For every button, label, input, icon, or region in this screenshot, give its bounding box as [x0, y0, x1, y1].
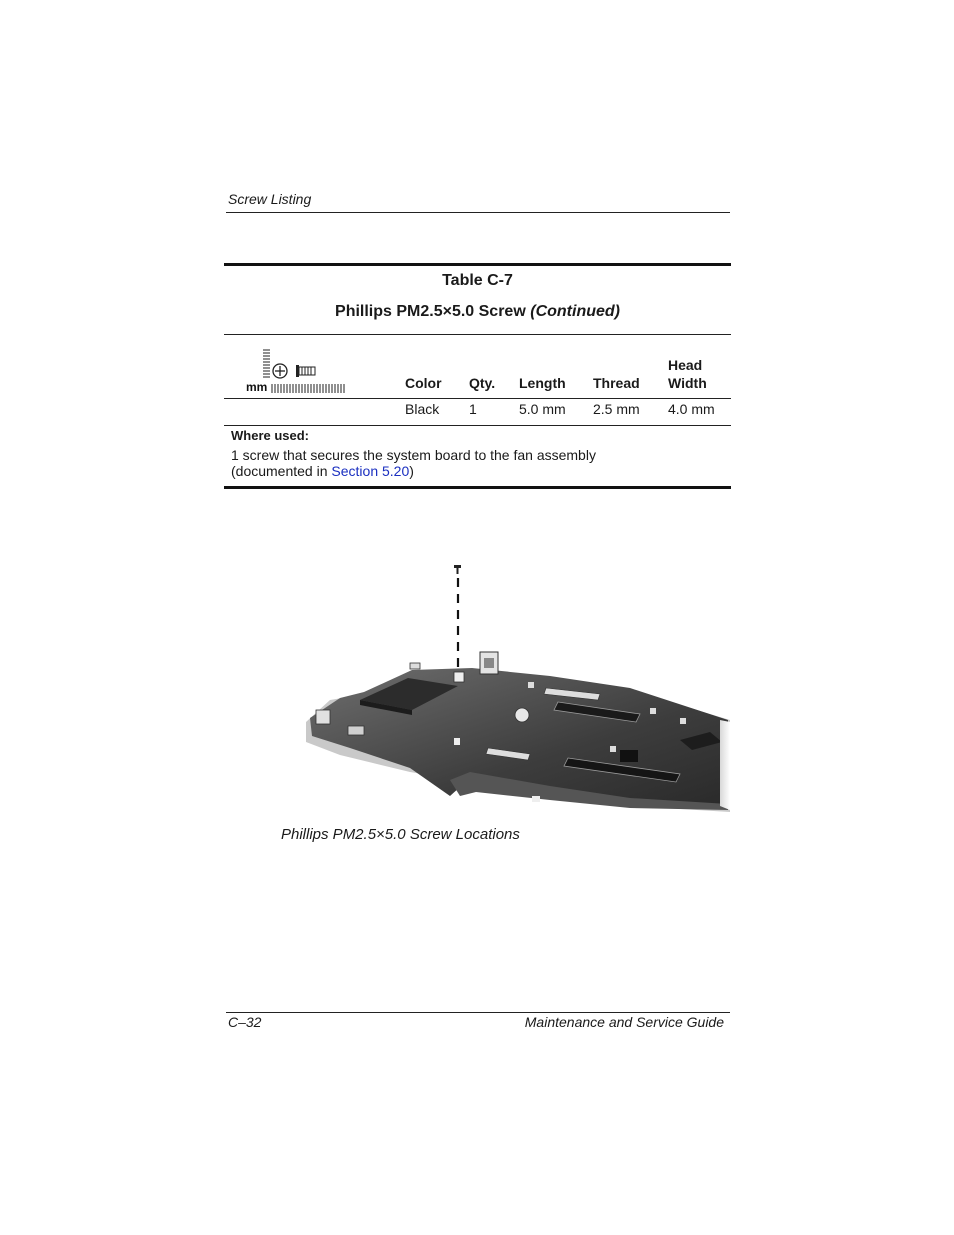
where-used-suffix: ): [409, 463, 414, 479]
table-number: Table C-7: [442, 272, 513, 289]
where-used-prefix: (documented in: [231, 463, 332, 479]
header-rule: [226, 212, 730, 213]
page-number: C–32: [228, 1014, 262, 1030]
col-color: Color: [405, 375, 442, 391]
where-used-text: [231, 447, 651, 479]
table-top-rule: [224, 263, 731, 266]
section-link[interactable]: Section 5.20: [331, 463, 410, 479]
table-row-rule: [224, 425, 731, 426]
footer-rule: [226, 1012, 730, 1013]
running-header: Screw Listing: [228, 191, 312, 207]
figure-caption: Phillips PM2.5×5.0 Screw Locations: [281, 826, 520, 843]
table-title: [224, 303, 731, 321]
cell-length: 5.0 mm: [519, 401, 566, 417]
col-qty: Qty.: [469, 375, 496, 391]
cell-head-width: 4.0 mm: [668, 401, 715, 417]
table-title-text: Phillips PM2.5×5.0 Screw: [335, 303, 526, 320]
where-used-label: Where used:: [231, 428, 310, 443]
guide-title: Maintenance and Service Guide: [524, 1014, 724, 1030]
table-bottom-rule: [224, 486, 731, 489]
col-thread: Thread: [593, 375, 640, 391]
cell-qty: 1: [469, 401, 477, 417]
icon-unit-label: mm: [246, 380, 268, 394]
table-column-rule: [224, 398, 731, 399]
col-head-width-line1: Head: [668, 357, 703, 373]
table-header-rule: [224, 334, 731, 335]
col-head-width-line2: Width: [668, 375, 707, 391]
cell-color: Black: [405, 401, 440, 417]
screw-icon: [454, 565, 461, 574]
table-title-continued: (Continued): [530, 303, 620, 320]
system-board-illustration: [300, 560, 730, 815]
cell-thread: 2.5 mm: [593, 401, 640, 417]
col-length: Length: [519, 375, 566, 391]
screw-scale-icon: [244, 346, 354, 396]
where-used-line1: 1 screw that secures the system board to the fan assembly: [231, 447, 596, 463]
